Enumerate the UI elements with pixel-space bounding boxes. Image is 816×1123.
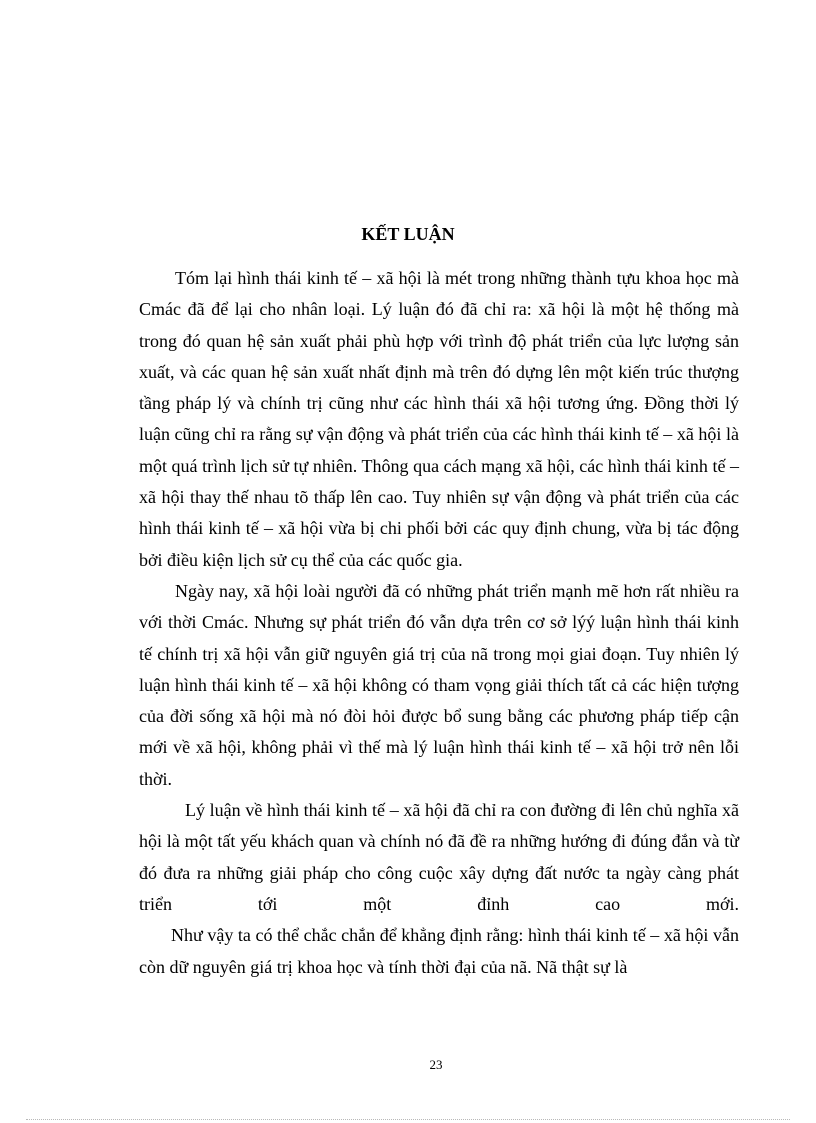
paragraph-path-to-socialism: Lý luận về hình thái kinh tế – xã hội đã chỉ ra con đường đi lên chủ nghĩa xã hội là một tất yếu khách quan và chính nó đã đề ra những hướng đi đúng đắn và từ đó đưa ra những giải pháp cho công cuộc xây dựng đất nước ta ngày càng phát triển tới một đỉnh cao mới. (139, 800, 739, 914)
page-bottom-divider (26, 1119, 790, 1120)
paragraph-summary: Tóm lại hình thái kinh tế – xã hội là mét trong những thành tựu khoa học mà Cmác đã để lại cho nhân loại. Lý luận đó đã chỉ ra: xã hội là một hệ thống mà trong đó quan hệ sản xuất phải phù hợp với trình độ phát triển của lực lượng sản xuất, và các quan hệ sản xuất nhất định mà trên đó dựng lên một kiến trúc thượng tầng pháp lý và chính trị cũng như các hình thái xã hội tương ứng. Đồng thời lý luận cũng chỉ ra rằng sự vận động và phát triển của các hình thái kinh tế – xã hội là một quá trình lịch sử tự nhiên. Thông qua cách mạng xã hội, các hình thái kinh tế – xã hội thay thế nhau tõ thấp lên cao. Tuy nhiên sự vận động và phát triển của các hình thái kinh tế – xã hội vừa bị chi phối bởi các quy định chung, vừa bị tác động bởi điều kiện lịch sử cụ thể của các quốc gia. (139, 268, 739, 570)
body-text (139, 263, 739, 983)
paragraph-today: Ngày nay, xã hội loài người đã có những phát triển mạnh mẽ hơn rất nhiều ra với thời Cmác. Nhưng sự phát triển đó vẫn dựa trên cơ sở lýý luận hình thái kinh tế chính trị xã hội vẫn giữ nguyên giá trị của nã trong mọi giai đoạn. Tuy nhiên lý luận hình thái kinh tế – xã hội không có tham vọng giải thích tất cả các hiện tượng của đời sống xã hội mà nó đòi hỏi được bổ sung bằng các phương pháp tiếp cận mới về xã hội, không phải vì thế mà lý luận hình thái kinh tế – xã hội trở nên lỗi thời. (139, 580, 739, 789)
paragraph-affirmation: Như vậy ta có thể chắc chắn để khẳng định rằng: hình thái kinh tế – xã hội vẫn còn dữ nguyên giá trị khoa học và tính thời đại của nã. Nã thật sự là (139, 925, 739, 977)
conclusion-heading: KẾT LUẬN (361, 224, 455, 244)
page-number: 23 (429, 1057, 443, 1072)
